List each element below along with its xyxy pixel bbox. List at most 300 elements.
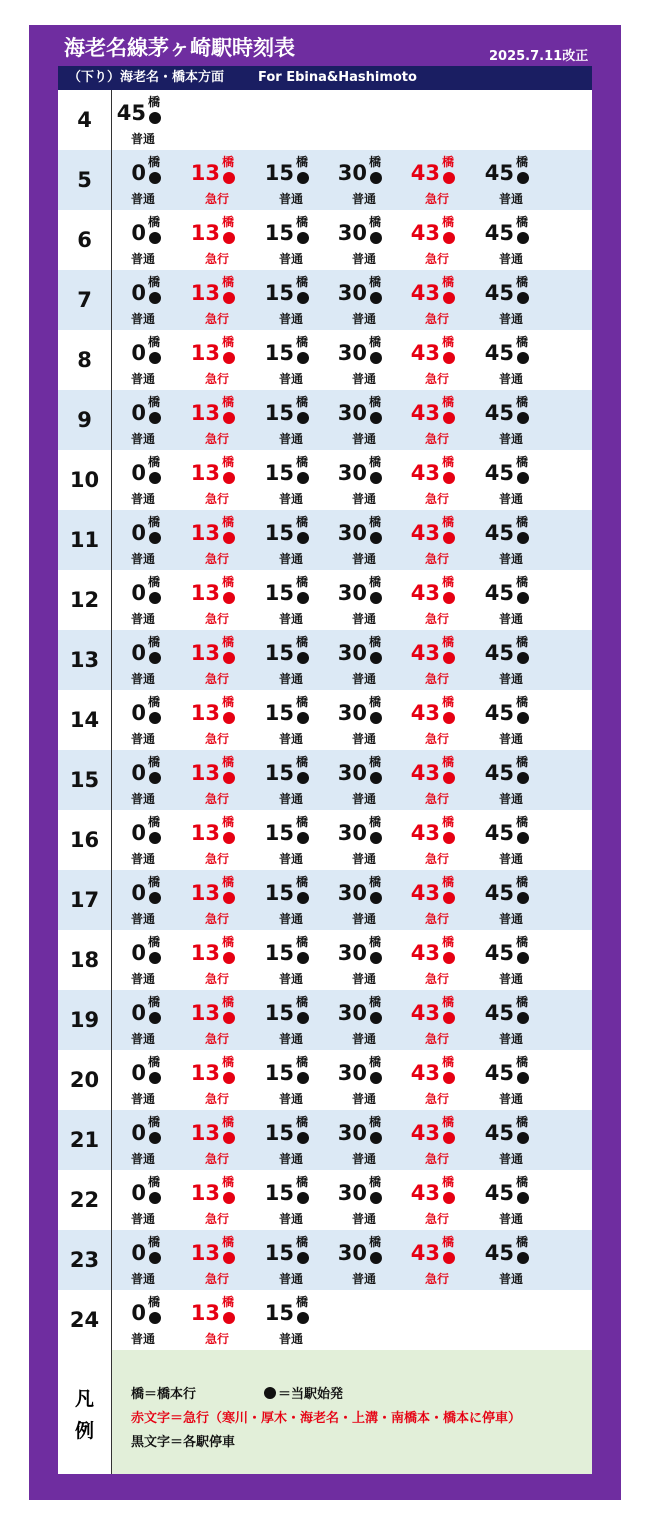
origin-dot-icon xyxy=(223,892,235,904)
destination-mark: 橋 xyxy=(516,155,529,169)
hour-row xyxy=(58,750,592,810)
departure-minute: 30 xyxy=(337,1181,367,1205)
departure xyxy=(259,150,329,210)
departure-minute: 13 xyxy=(190,1001,220,1025)
destination-mark: 橋 xyxy=(442,1175,455,1189)
destination-mark: 橋 xyxy=(148,1235,161,1249)
origin-dot-icon xyxy=(149,1252,161,1264)
train-type: 急行 xyxy=(205,192,230,206)
hour-row xyxy=(58,330,592,390)
origin-dot-icon xyxy=(149,592,161,604)
origin-dot-icon xyxy=(223,592,235,604)
departure-minute: 13 xyxy=(190,641,220,665)
train-type: 普通 xyxy=(279,612,304,626)
origin-dot-icon xyxy=(370,592,382,604)
hour-row xyxy=(58,930,592,990)
destination-mark: 橋 xyxy=(369,875,382,889)
destination-mark: 橋 xyxy=(148,755,161,769)
hour-label: 10 xyxy=(58,450,112,510)
destination-mark: 橋 xyxy=(296,755,309,769)
departure xyxy=(332,450,402,510)
origin-dot-icon xyxy=(149,352,161,364)
departure-minute: 43 xyxy=(410,461,440,485)
destination-mark: 橋 xyxy=(222,935,235,949)
train-type: 普通 xyxy=(131,1152,156,1166)
departure-minute: 43 xyxy=(410,521,440,545)
hour-label: 9 xyxy=(58,390,112,450)
destination-mark: 橋 xyxy=(148,515,161,529)
train-type: 普通 xyxy=(352,192,377,206)
origin-dot-icon xyxy=(297,832,309,844)
departure xyxy=(479,990,549,1050)
train-type: 普通 xyxy=(279,192,304,206)
departure-minute: 13 xyxy=(190,1181,220,1205)
destination-mark: 橋 xyxy=(369,275,382,289)
direction-en: For Ebina&Hashimoto xyxy=(258,70,417,85)
train-type: 普通 xyxy=(352,912,377,926)
train-type: 急行 xyxy=(425,1032,450,1046)
departure xyxy=(332,690,402,750)
train-type: 普通 xyxy=(279,312,304,326)
departure xyxy=(332,390,402,450)
train-type: 普通 xyxy=(352,792,377,806)
train-type: 普通 xyxy=(499,672,524,686)
hour-row xyxy=(58,210,592,270)
departure xyxy=(259,690,329,750)
departure-minute: 15 xyxy=(264,221,294,245)
departure-minute: 45 xyxy=(484,461,514,485)
destination-mark: 橋 xyxy=(442,815,455,829)
destination-mark: 橋 xyxy=(516,455,529,469)
train-type: 普通 xyxy=(131,372,156,386)
hour-row xyxy=(58,630,592,690)
origin-dot-icon xyxy=(149,1312,161,1324)
destination-mark: 橋 xyxy=(296,1055,309,1069)
departure-minute: 45 xyxy=(484,401,514,425)
train-type: 急行 xyxy=(425,1272,450,1286)
origin-dot-icon xyxy=(223,1072,235,1084)
legend xyxy=(58,1350,592,1474)
departure-minute: 0 xyxy=(131,1241,146,1265)
destination-mark: 橋 xyxy=(222,155,235,169)
origin-dot-icon xyxy=(149,1072,161,1084)
destination-mark: 橋 xyxy=(369,1175,382,1189)
departure xyxy=(479,1230,549,1290)
departure-minute: 43 xyxy=(410,401,440,425)
hour-label: 20 xyxy=(58,1050,112,1110)
departure-minute: 45 xyxy=(484,821,514,845)
departure-minute: 0 xyxy=(131,161,146,185)
destination-mark: 橋 xyxy=(222,995,235,1009)
destination-mark: 橋 xyxy=(516,1235,529,1249)
destination-mark: 橋 xyxy=(148,935,161,949)
destination-mark: 橋 xyxy=(369,755,382,769)
hour-row xyxy=(58,450,592,510)
hour-row xyxy=(58,690,592,750)
origin-dot-icon xyxy=(149,712,161,724)
destination-mark: 橋 xyxy=(442,695,455,709)
departure-minute: 45 xyxy=(484,761,514,785)
legend-express-note: 赤文字＝急行（寒川・厚木・海老名・上溝・南橋本・橋本に停車） xyxy=(131,1411,522,1426)
departure-minute: 43 xyxy=(410,881,440,905)
train-type: 急行 xyxy=(205,1332,230,1346)
train-type: 普通 xyxy=(499,1032,524,1046)
origin-dot-icon xyxy=(517,472,529,484)
train-type: 急行 xyxy=(425,372,450,386)
origin-dot-icon xyxy=(443,712,455,724)
hour-row xyxy=(58,510,592,570)
departure-minute: 15 xyxy=(264,1181,294,1205)
departure-minute: 43 xyxy=(410,941,440,965)
departure xyxy=(185,870,255,930)
train-type: 急行 xyxy=(205,852,230,866)
origin-dot-icon xyxy=(297,1072,309,1084)
destination-mark: 橋 xyxy=(296,695,309,709)
departure-minute: 43 xyxy=(410,221,440,245)
destination-mark: 橋 xyxy=(222,755,235,769)
origin-dot-icon xyxy=(297,1252,309,1264)
destination-mark: 橋 xyxy=(148,215,161,229)
train-type: 急行 xyxy=(425,1212,450,1226)
destination-mark: 橋 xyxy=(222,695,235,709)
origin-dot-icon xyxy=(297,952,309,964)
departure-minute: 0 xyxy=(131,281,146,305)
destination-mark: 橋 xyxy=(442,1115,455,1129)
destination-mark: 橋 xyxy=(369,815,382,829)
departure xyxy=(405,330,475,390)
destination-mark: 橋 xyxy=(296,1175,309,1189)
train-type: 普通 xyxy=(499,972,524,986)
origin-dot-icon xyxy=(223,832,235,844)
origin-dot-icon xyxy=(297,712,309,724)
origin-dot-icon xyxy=(370,1132,382,1144)
departure xyxy=(405,570,475,630)
train-type: 普通 xyxy=(499,192,524,206)
destination-mark: 橋 xyxy=(296,815,309,829)
train-type: 普通 xyxy=(279,732,304,746)
origin-dot-icon xyxy=(297,1132,309,1144)
departure xyxy=(479,630,549,690)
origin-dot-icon xyxy=(297,472,309,484)
departure-minute: 43 xyxy=(410,341,440,365)
train-type: 普通 xyxy=(279,852,304,866)
train-type: 普通 xyxy=(499,912,524,926)
departure-minute: 43 xyxy=(410,1061,440,1085)
origin-dot-icon xyxy=(517,1252,529,1264)
train-type: 急行 xyxy=(205,792,230,806)
origin-dot-icon xyxy=(370,832,382,844)
hour-row xyxy=(58,810,592,870)
departure-minute: 0 xyxy=(131,581,146,605)
origin-dot-icon xyxy=(517,652,529,664)
departure xyxy=(405,810,475,870)
departure xyxy=(185,1170,255,1230)
destination-mark: 橋 xyxy=(516,575,529,589)
origin-dot-icon xyxy=(297,1012,309,1024)
hour-row xyxy=(58,990,592,1050)
departure xyxy=(259,1110,329,1170)
departure xyxy=(185,750,255,810)
departure xyxy=(405,930,475,990)
origin-dot-icon xyxy=(443,592,455,604)
train-type: 普通 xyxy=(131,312,156,326)
origin-dot-icon xyxy=(223,1132,235,1144)
departure xyxy=(111,90,181,150)
departure xyxy=(405,510,475,570)
departure xyxy=(332,630,402,690)
legend-destination-note: 橋＝橋本行 xyxy=(131,1387,197,1402)
departure-minute: 0 xyxy=(131,701,146,725)
train-type: 急行 xyxy=(425,492,450,506)
train-type: 普通 xyxy=(279,372,304,386)
departure xyxy=(405,1110,475,1170)
departure xyxy=(185,1110,255,1170)
departure-minute: 13 xyxy=(190,161,220,185)
origin-dot-icon xyxy=(443,472,455,484)
departure-minute: 30 xyxy=(337,1241,367,1265)
departure-minute: 30 xyxy=(337,941,367,965)
destination-mark: 橋 xyxy=(442,275,455,289)
origin-dot-icon xyxy=(223,412,235,424)
origin-dot-icon xyxy=(517,412,529,424)
destination-mark: 橋 xyxy=(296,1295,309,1309)
train-type: 急行 xyxy=(425,192,450,206)
destination-mark: 橋 xyxy=(222,1175,235,1189)
destination-mark: 橋 xyxy=(148,815,161,829)
origin-dot-icon xyxy=(517,232,529,244)
train-type: 普通 xyxy=(131,432,156,446)
origin-dot-icon xyxy=(149,832,161,844)
departure-minute: 13 xyxy=(190,281,220,305)
departure-minute: 43 xyxy=(410,1121,440,1145)
departure-minute: 43 xyxy=(410,281,440,305)
train-type: 普通 xyxy=(279,912,304,926)
departure-minute: 45 xyxy=(484,581,514,605)
direction-jp: （下り）海老名・橋本方面 xyxy=(68,70,225,85)
departure xyxy=(479,810,549,870)
departure xyxy=(405,1170,475,1230)
departure-minute: 13 xyxy=(190,881,220,905)
origin-dot-icon xyxy=(370,412,382,424)
train-type: 普通 xyxy=(352,252,377,266)
hour-row xyxy=(58,1050,592,1110)
train-type: 急行 xyxy=(205,912,230,926)
origin-dot-icon xyxy=(443,832,455,844)
destination-mark: 橋 xyxy=(296,1235,309,1249)
destination-mark: 橋 xyxy=(222,1115,235,1129)
departure-minute: 30 xyxy=(337,521,367,545)
departure xyxy=(259,990,329,1050)
departure xyxy=(479,510,549,570)
train-type: 普通 xyxy=(131,132,156,146)
train-type: 急行 xyxy=(425,552,450,566)
origin-dot-icon xyxy=(517,952,529,964)
departure-minute: 30 xyxy=(337,401,367,425)
destination-mark: 橋 xyxy=(148,875,161,889)
departure-minute: 15 xyxy=(264,281,294,305)
train-type: 急行 xyxy=(425,1152,450,1166)
departure xyxy=(332,510,402,570)
destination-mark: 橋 xyxy=(296,335,309,349)
departure-minute: 13 xyxy=(190,461,220,485)
origin-dot-icon xyxy=(297,172,309,184)
departure xyxy=(185,1050,255,1110)
train-type: 普通 xyxy=(352,852,377,866)
origin-dot-icon xyxy=(149,232,161,244)
departure-minute: 43 xyxy=(410,821,440,845)
departure-minute: 43 xyxy=(410,701,440,725)
train-type: 普通 xyxy=(352,1212,377,1226)
destination-mark: 橋 xyxy=(148,1115,161,1129)
destination-mark: 橋 xyxy=(516,215,529,229)
departure xyxy=(332,870,402,930)
origin-dot-icon xyxy=(517,1012,529,1024)
departure-minute: 43 xyxy=(410,641,440,665)
destination-mark: 橋 xyxy=(369,935,382,949)
origin-dot-icon xyxy=(223,1312,235,1324)
departure xyxy=(332,990,402,1050)
train-type: 急行 xyxy=(425,852,450,866)
train-type: 普通 xyxy=(499,1152,524,1166)
train-type: 急行 xyxy=(205,552,230,566)
destination-mark: 橋 xyxy=(442,635,455,649)
origin-dot-icon xyxy=(297,352,309,364)
origin-dot-icon xyxy=(264,1387,276,1399)
destination-mark: 橋 xyxy=(222,395,235,409)
departure-minute: 15 xyxy=(264,581,294,605)
departure-minute: 0 xyxy=(131,941,146,965)
origin-dot-icon xyxy=(223,952,235,964)
timetable-grid xyxy=(58,90,592,1350)
train-type: 普通 xyxy=(352,1092,377,1106)
departure-minute: 15 xyxy=(264,881,294,905)
train-type: 普通 xyxy=(352,612,377,626)
departure xyxy=(185,810,255,870)
departure-minute: 45 xyxy=(484,1121,514,1145)
origin-dot-icon xyxy=(223,652,235,664)
hour-label: 16 xyxy=(58,810,112,870)
train-type: 普通 xyxy=(279,972,304,986)
hour-row xyxy=(58,1110,592,1170)
departure xyxy=(479,750,549,810)
departure-minute: 0 xyxy=(131,401,146,425)
departure xyxy=(479,1050,549,1110)
destination-mark: 橋 xyxy=(516,335,529,349)
departure-minute: 0 xyxy=(131,881,146,905)
destination-mark: 橋 xyxy=(222,815,235,829)
destination-mark: 橋 xyxy=(369,995,382,1009)
train-type: 普通 xyxy=(131,1332,156,1346)
train-type: 普通 xyxy=(131,1032,156,1046)
train-type: 普通 xyxy=(279,1332,304,1346)
departure-minute: 13 xyxy=(190,701,220,725)
departure-minute: 43 xyxy=(410,761,440,785)
destination-mark: 橋 xyxy=(369,335,382,349)
departure-minute: 45 xyxy=(484,1241,514,1265)
departure-minute: 30 xyxy=(337,1001,367,1025)
hour-row xyxy=(58,1230,592,1290)
departure-minute: 45 xyxy=(484,941,514,965)
origin-dot-icon xyxy=(149,1192,161,1204)
hour-label: 23 xyxy=(58,1230,112,1290)
hour-label: 22 xyxy=(58,1170,112,1230)
departure-minute: 45 xyxy=(484,701,514,725)
destination-mark: 橋 xyxy=(442,515,455,529)
departure xyxy=(111,690,181,750)
train-type: 普通 xyxy=(352,672,377,686)
destination-mark: 橋 xyxy=(296,875,309,889)
departure-minute: 0 xyxy=(131,1001,146,1025)
departure-minute: 43 xyxy=(410,1001,440,1025)
departure xyxy=(259,870,329,930)
departure xyxy=(332,750,402,810)
origin-dot-icon xyxy=(223,1252,235,1264)
origin-dot-icon xyxy=(443,1132,455,1144)
destination-mark: 橋 xyxy=(516,755,529,769)
origin-dot-icon xyxy=(517,1132,529,1144)
train-type: 急行 xyxy=(205,732,230,746)
destination-mark: 橋 xyxy=(222,575,235,589)
departure xyxy=(185,330,255,390)
departure xyxy=(185,270,255,330)
train-type: 普通 xyxy=(279,672,304,686)
hour-label: 12 xyxy=(58,570,112,630)
train-type: 急行 xyxy=(205,1092,230,1106)
departure-minute: 15 xyxy=(264,1061,294,1085)
departure-minute: 30 xyxy=(337,341,367,365)
train-type: 普通 xyxy=(131,1272,156,1286)
departure-minute: 15 xyxy=(264,821,294,845)
departure-minute: 0 xyxy=(131,821,146,845)
departure xyxy=(332,570,402,630)
train-type: 普通 xyxy=(279,552,304,566)
train-type: 急行 xyxy=(425,252,450,266)
departure xyxy=(111,150,181,210)
departure xyxy=(405,750,475,810)
hour-row xyxy=(58,150,592,210)
hour-label: 5 xyxy=(58,150,112,210)
departure xyxy=(332,270,402,330)
destination-mark: 橋 xyxy=(516,1175,529,1189)
origin-dot-icon xyxy=(297,772,309,784)
train-type: 急行 xyxy=(205,1152,230,1166)
departure xyxy=(111,210,181,270)
train-type: 急行 xyxy=(425,1092,450,1106)
departure xyxy=(479,570,549,630)
departure xyxy=(259,210,329,270)
departure xyxy=(479,450,549,510)
departure xyxy=(185,630,255,690)
train-type: 普通 xyxy=(352,432,377,446)
departure-minute: 30 xyxy=(337,1121,367,1145)
train-type: 急行 xyxy=(425,612,450,626)
train-type: 普通 xyxy=(499,432,524,446)
train-type: 急行 xyxy=(205,1272,230,1286)
train-type: 普通 xyxy=(499,552,524,566)
origin-dot-icon xyxy=(297,232,309,244)
departure xyxy=(405,690,475,750)
train-type: 普通 xyxy=(279,492,304,506)
train-type: 普通 xyxy=(131,552,156,566)
origin-dot-icon xyxy=(223,292,235,304)
destination-mark: 橋 xyxy=(516,635,529,649)
hour-row xyxy=(58,390,592,450)
departure xyxy=(111,450,181,510)
departure-minute: 13 xyxy=(190,341,220,365)
train-type: 普通 xyxy=(499,732,524,746)
destination-mark: 橋 xyxy=(148,1175,161,1189)
destination-mark: 橋 xyxy=(148,335,161,349)
